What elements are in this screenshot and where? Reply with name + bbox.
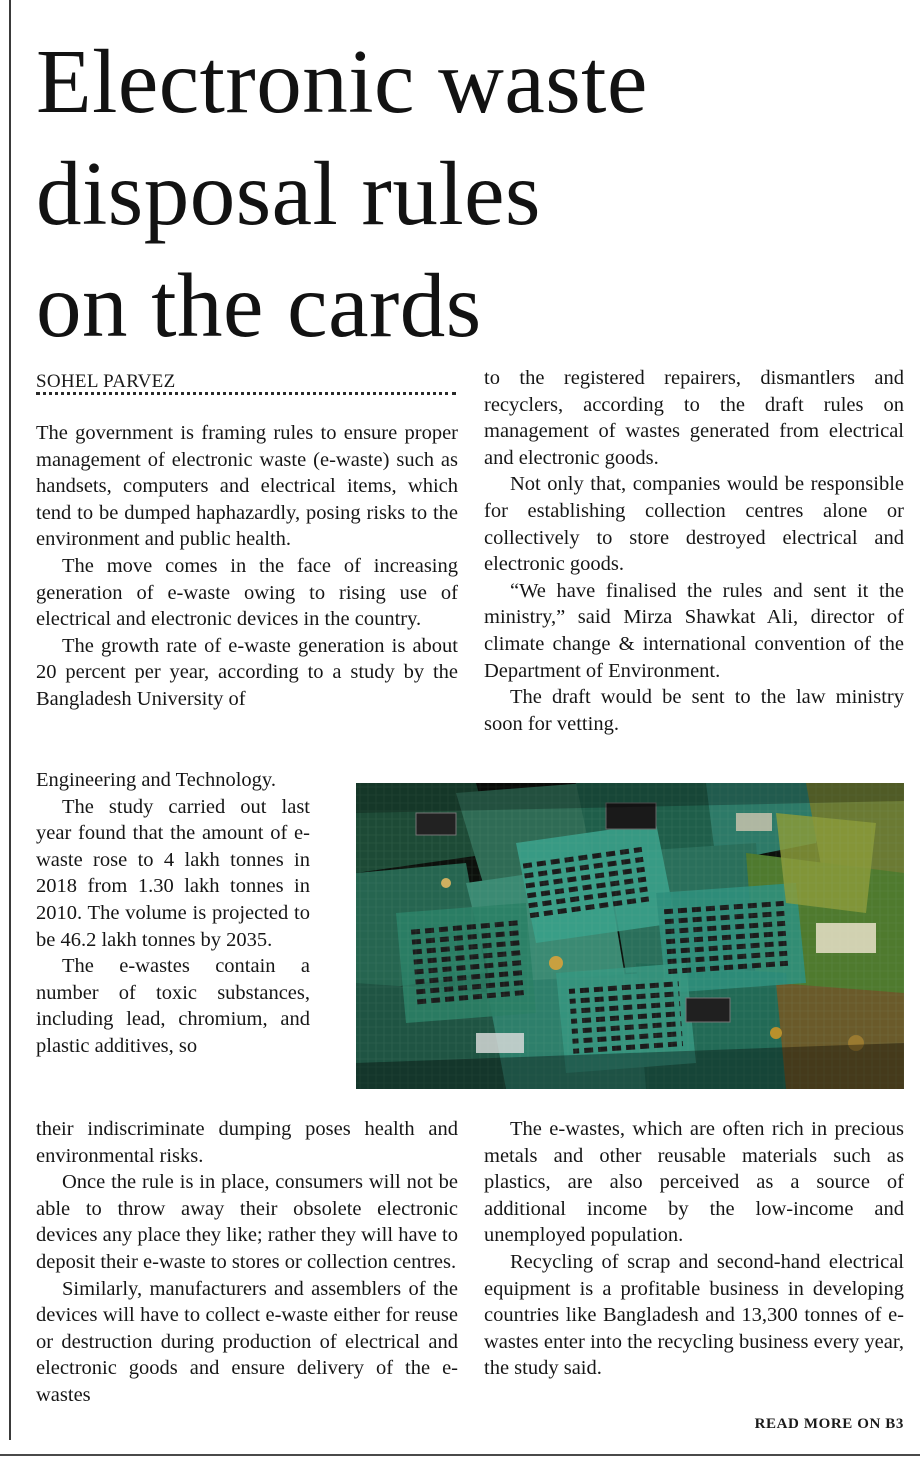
paragraph-10: The draft would be sent to the law ministry soon for vetting. bbox=[484, 686, 904, 735]
right-column-bottom bbox=[484, 1116, 904, 1382]
paragraph-11: The e-wastes, which are often rich in precious metals and other reusable materials such as plastics, are also perceived as a source of additional income by the low-income and unemployed population. bbox=[484, 1118, 904, 1247]
paragraph-5: The e-wastes contain a number of toxic substances, including lead, chromium, and plastic additives, so bbox=[36, 955, 310, 1057]
paragraph-7: Similarly, manufacturers and assemblers of the devices will have to collect e-waste either for reuse or destruction during production of electrical and electronic goods and ensure delivery of the e-wastes bbox=[36, 1277, 458, 1406]
paragraph-1: The government is framing rules to ensure proper management of electronic waste (e-waste) such as handsets, computers and electrical items, which tend to be dumped haphazardly, posing risks to the environment and public health. bbox=[36, 422, 458, 551]
paragraph-8: Not only that, companies would be responsible for establishing collection centres alone or collectively to store destroyed electrical and electronic goods. bbox=[484, 473, 904, 576]
paragraph-5-continued: their indiscriminate dumping poses health and environmental risks. bbox=[36, 1118, 458, 1167]
headline-line-1: Electronic waste bbox=[36, 31, 648, 132]
byline: SOHEL PARVEZ bbox=[36, 371, 176, 392]
headline-line-3: on the cards bbox=[36, 255, 482, 356]
byline-dotted-divider bbox=[36, 392, 456, 395]
circuit-boards-photo bbox=[356, 783, 904, 1089]
paragraph-3: The growth rate of e-waste generation is about 20 percent per year, according to a study by the Bangladesh University of bbox=[36, 634, 458, 710]
left-column-top bbox=[36, 420, 458, 713]
paragraph-12: Recycling of scrap and second-hand electrical equipment is a profitable business in developing countries like Bangladesh and 13,300 tonnes of e-wastes enter into the recycling business every year, the study said. bbox=[484, 1250, 904, 1380]
paragraph-3-continued: Engineering and Technology. bbox=[36, 769, 276, 791]
right-column-top bbox=[484, 365, 904, 737]
headline-line-2: disposal rules bbox=[36, 143, 541, 244]
paragraph-7-continued: to the registered repairers, dismantlers and recyclers, according to the draft rules on management of wastes generated from electrical and electronic goods. bbox=[484, 367, 904, 469]
bottom-rule bbox=[0, 1454, 920, 1456]
headline bbox=[36, 26, 906, 362]
left-column-beside-photo bbox=[36, 767, 310, 1060]
paragraph-4: The study carried out last year found that the amount of e-waste rose to 4 lakh tonnes in 2018 from 1.30 lakh tonnes in 2010. The volume is projected to be 46.2 lakh tonnes by 2035. bbox=[36, 795, 310, 951]
left-column-bottom bbox=[36, 1116, 458, 1409]
paragraph-6: Once the rule is in place, consumers will not be able to throw away their obsolete electronic devices any place they like; rather they will have to deposit their e-waste to stores or collection centres. bbox=[36, 1171, 458, 1273]
paragraph-2: The move comes in the face of increasing generation of e-waste owing to rising use of electrical and electronic devices in the country. bbox=[36, 554, 458, 631]
read-more-link[interactable]: READ MORE ON B3 bbox=[754, 1416, 904, 1432]
paragraph-9: “We have finalised the rules and sent it the ministry,” said Mirza Shawkat Ali, director of climate change & international convention of the Department of Environment. bbox=[484, 579, 904, 682]
left-column-rule bbox=[9, 0, 11, 1440]
circuit-boards-illustration bbox=[356, 783, 904, 1089]
